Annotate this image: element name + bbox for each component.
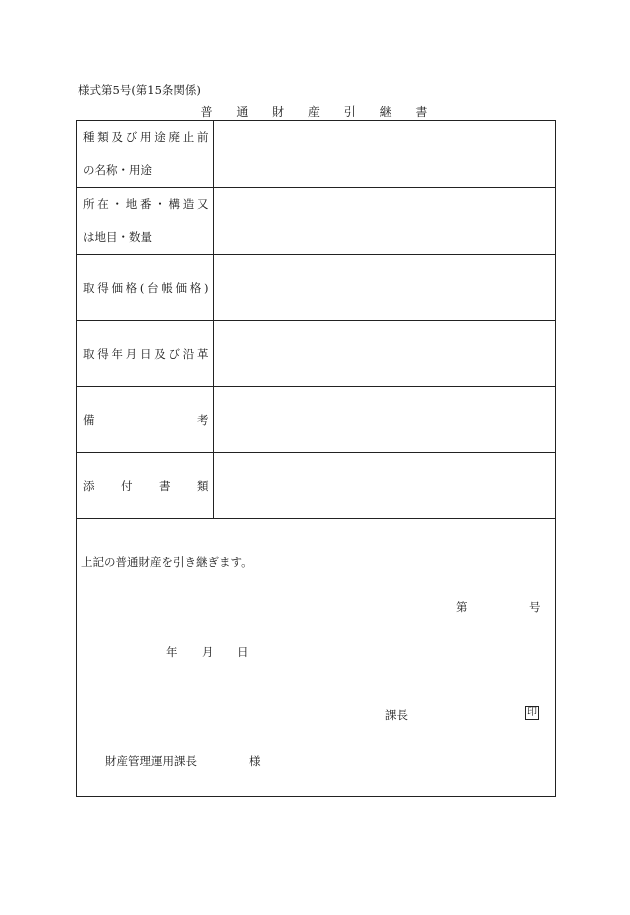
row-value[interactable]: [213, 121, 555, 188]
table-row: [77, 387, 555, 453]
recipient-name: 財産管理運用課長: [105, 754, 197, 768]
row-label-line: 種類及び用途廃止前: [83, 130, 209, 144]
document-title: 普 通 財 産 引 継 書: [200, 105, 438, 119]
table-row: [77, 121, 555, 188]
row-label-text: 備考: [83, 412, 209, 427]
row-label-text: 取得価格(台帳価格): [83, 280, 209, 295]
row-value[interactable]: [213, 255, 555, 321]
row-label-line: は地目・数量: [83, 230, 152, 244]
row-value[interactable]: [213, 321, 555, 387]
row-label: [77, 321, 213, 387]
seal-stamp: 印: [527, 707, 537, 718]
form-number: 様式第5号(第15条関係): [78, 83, 201, 97]
row-label: [77, 387, 213, 453]
recipient-honorific: 様: [249, 754, 261, 768]
table-row: [77, 188, 555, 255]
table-row: [77, 255, 555, 321]
form-frame: [76, 120, 556, 797]
document-number-suffix: 号: [529, 600, 541, 614]
row-label-text: 添付書類: [83, 478, 209, 493]
row-value[interactable]: [213, 453, 555, 519]
property-transfer-table: [77, 121, 555, 519]
row-label: [77, 255, 213, 321]
date-day-label: 日: [237, 645, 249, 659]
table-row: [77, 453, 555, 519]
row-label: [77, 121, 213, 188]
row-label-line: 所在・地番・構造又: [83, 197, 209, 211]
date-month-label: 月: [202, 645, 214, 659]
sender-title: 課長: [385, 708, 408, 722]
row-value[interactable]: [213, 188, 555, 255]
row-label-line: の名称・用途: [83, 163, 152, 177]
row-value[interactable]: [213, 387, 555, 453]
transfer-statement: 上記の普通財産を引き継ぎます。: [81, 555, 253, 569]
row-label: [77, 188, 213, 255]
document-number-prefix: 第: [456, 600, 468, 614]
table-row: [77, 321, 555, 387]
row-label-text: 取得年月日及び沿革: [83, 346, 209, 361]
date-year-label: 年: [166, 645, 178, 659]
row-label: [77, 453, 213, 519]
